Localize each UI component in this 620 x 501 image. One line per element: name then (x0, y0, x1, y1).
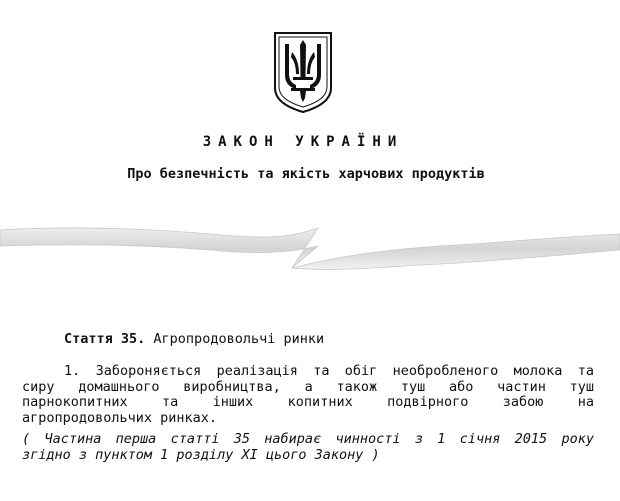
paragraph-line: парнокопитних та інших копитних подвірного забою на (22, 394, 594, 410)
paragraph-line: агропродовольчих ринках. (22, 409, 218, 426)
article-paragraph-1 (22, 364, 594, 426)
note-line: ( Частина перша статті 35 набирає чинності з 1 січня 2015 року (22, 431, 594, 447)
article-title: Агропродовольчі ринки (153, 331, 325, 347)
note-line: згідно з пунктом 1 розділу XI цього Закону ) (22, 446, 380, 463)
trident-coat-of-arms-icon (272, 30, 334, 114)
article-number: Стаття 35. (64, 331, 146, 347)
article-heading (64, 331, 324, 347)
effective-date-note (22, 432, 594, 463)
law-title: Про безпечність та якість харчових продуктів (127, 166, 485, 182)
law-heading: ЗАКОН УКРАЇНИ (202, 134, 404, 150)
torn-paper-divider (0, 200, 620, 290)
paragraph-line: сиру домашнього виробництва, а також туш або частин туш (22, 378, 594, 395)
paragraph-line: 1. Забороняється реалізація та обіг необробленого молока та (64, 363, 594, 379)
